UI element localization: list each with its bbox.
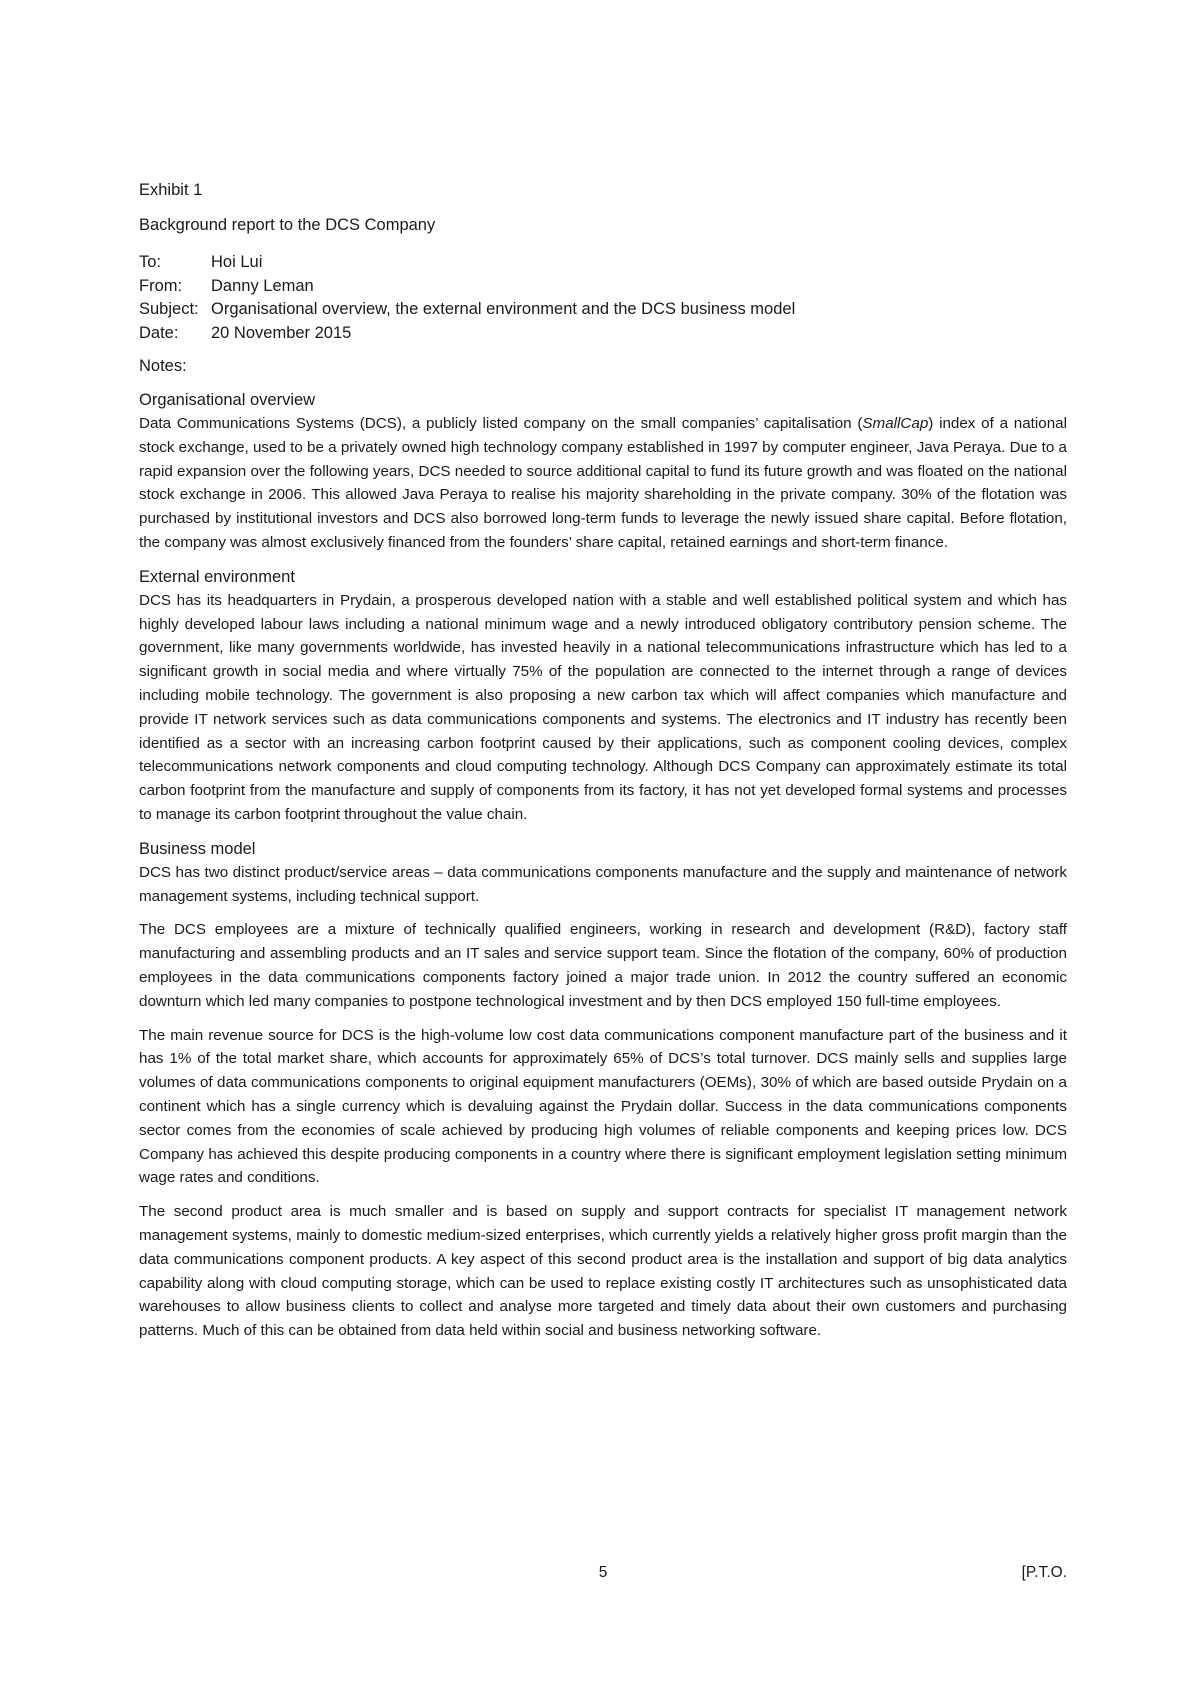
memo-date-row (139, 322, 1067, 346)
memo-date-label: Date: (139, 323, 179, 342)
memo-subject-label: Subject: (139, 300, 199, 318)
memo-subject-value: Organisational overview, the external environment and the DCS business model (211, 300, 796, 318)
memo-to-label: To: (139, 253, 162, 271)
external-paragraph: DCS has its headquarters in Prydain, a prosperous developed nation with a stable and well established political system and which has highly developed labour laws including a national minimum wage and a newly introduced obligatory contributory pension scheme. The government, like many governments worldwide, has invested heavily in a national telecommunications infrastructure which has led to a significant growth in social media and where virtually 75% of the population are connected to the internet through a range of devices including mobile technology. The government is also proposing a new carbon tax which will affect companies which manufacture and provide IT network services such as data communications components and systems. The electronics and IT industry has recently been identified as a sector with an increasing carbon footprint caused by their applications, such as component cooling devices, complex telecommunications network components and cloud computing technology. Although DCS Company can approximately estimate its total carbon footprint from the manufacture and supply of components from its factory, it has not yet developed formal systems and processes to manage its carbon footprint throughout the value chain. (139, 591, 1067, 823)
notes-label: Notes: (139, 357, 187, 375)
business-paragraph-1: DCS has two distinct product/service areas – data communications components manufacture and the supply and maintenance of network management systems, including technical support. (139, 863, 1067, 905)
memo-from-row (139, 275, 1067, 299)
organisational-text-end: ) index of a national stock exchange, used to be a privately owned high technology company established in 1997 by computer engineer, Java Peraya. Due to a rapid expansion over the following years, DCS needed to source additional capital to fund its future growth and was floated on the national stock exchange in 2006. This allowed Java Peraya to realise his majority shareholding in the private company. 30% of the flotation was purchased by institutional investors and DCS also borrowed long-term funds to leverage the newly issued share capital. Before flotation, the company was almost exclusively financed from the founders’ share capital, retained earnings and short-term finance. (139, 415, 1067, 551)
section-heading-business: Business model (139, 839, 256, 858)
page-footer (139, 1564, 1067, 1588)
memo-from-label: From: (139, 276, 183, 295)
exhibit-label: Exhibit 1 (139, 181, 203, 199)
section-heading-organisational: Organisational overview (139, 391, 316, 409)
smallcap-term: SmallCap (862, 415, 929, 432)
page-number: 5 (598, 1564, 608, 1581)
business-paragraph-3: The main revenue source for DCS is the high-volume low cost data communications component manufacture part of the business and it has 1% of the total market share, which accounts for approximately 65% of DCS’s total turnover. DCS mainly sells and supplies large volumes of data communications components to original equipment manufacturers (OEMs), 30% of which are based outside Prydain on a continent which has a single currency which is devaluing against the Prydain dollar. Success in the data communications components sector comes from the economies of scale achieved by producing high volumes of reliable components and keeping prices low. DCS Company has achieved this despite producing components in a country where there is significant employment legislation setting minimum wage rates and conditions. (139, 1026, 1067, 1187)
organisational-paragraph (139, 412, 1067, 555)
report-title: Background report to the DCS Company (139, 216, 436, 234)
business-paragraph-2: The DCS employees are a mixture of technically qualified engineers, working in research and development (R&D), factory staff manufacturing and assembling products and an IT sales and service support team. Since the flotation of the company, 60% of production employees in the data communications components factory joined a major trade union. In 2012 the country suffered an economic downturn which led many companies to postpone technological investment and by then DCS employed 150 full-time employees. (139, 921, 1067, 1010)
document-page (139, 181, 1067, 1353)
organisational-text-start: Data Communications Systems (DCS), a publicly listed company on the small companies’ capitalisation ( (139, 415, 863, 432)
pto-marker: [P.T.O. (1021, 1564, 1067, 1581)
memo-to-value: Hoi Lui (211, 253, 263, 271)
section-heading-external: External environment (139, 567, 295, 586)
memo-date-value: 20 November 2015 (211, 323, 352, 342)
memo-from-value: Danny Leman (211, 276, 314, 295)
business-paragraph-4: The second product area is much smaller and is based on supply and support contracts for specialist IT management network management systems, mainly to domestic medium-sized enterprises, which currently yields a relatively higher gross profit margin than the data communications component products. A key aspect of this second product area is the installation and support of big data analytics capability along with cloud computing storage, which can be used to replace existing costly IT architectures such as unsophisticated data warehouses to allow business clients to collect and analyse more targeted and timely data about their own customers and purchasing patterns. Much of this can be obtained from data held within social and business networking software. (139, 1203, 1067, 1340)
memo-to-row (139, 251, 1067, 275)
memo-subject-row (139, 298, 1067, 322)
memo-header (139, 251, 1067, 345)
